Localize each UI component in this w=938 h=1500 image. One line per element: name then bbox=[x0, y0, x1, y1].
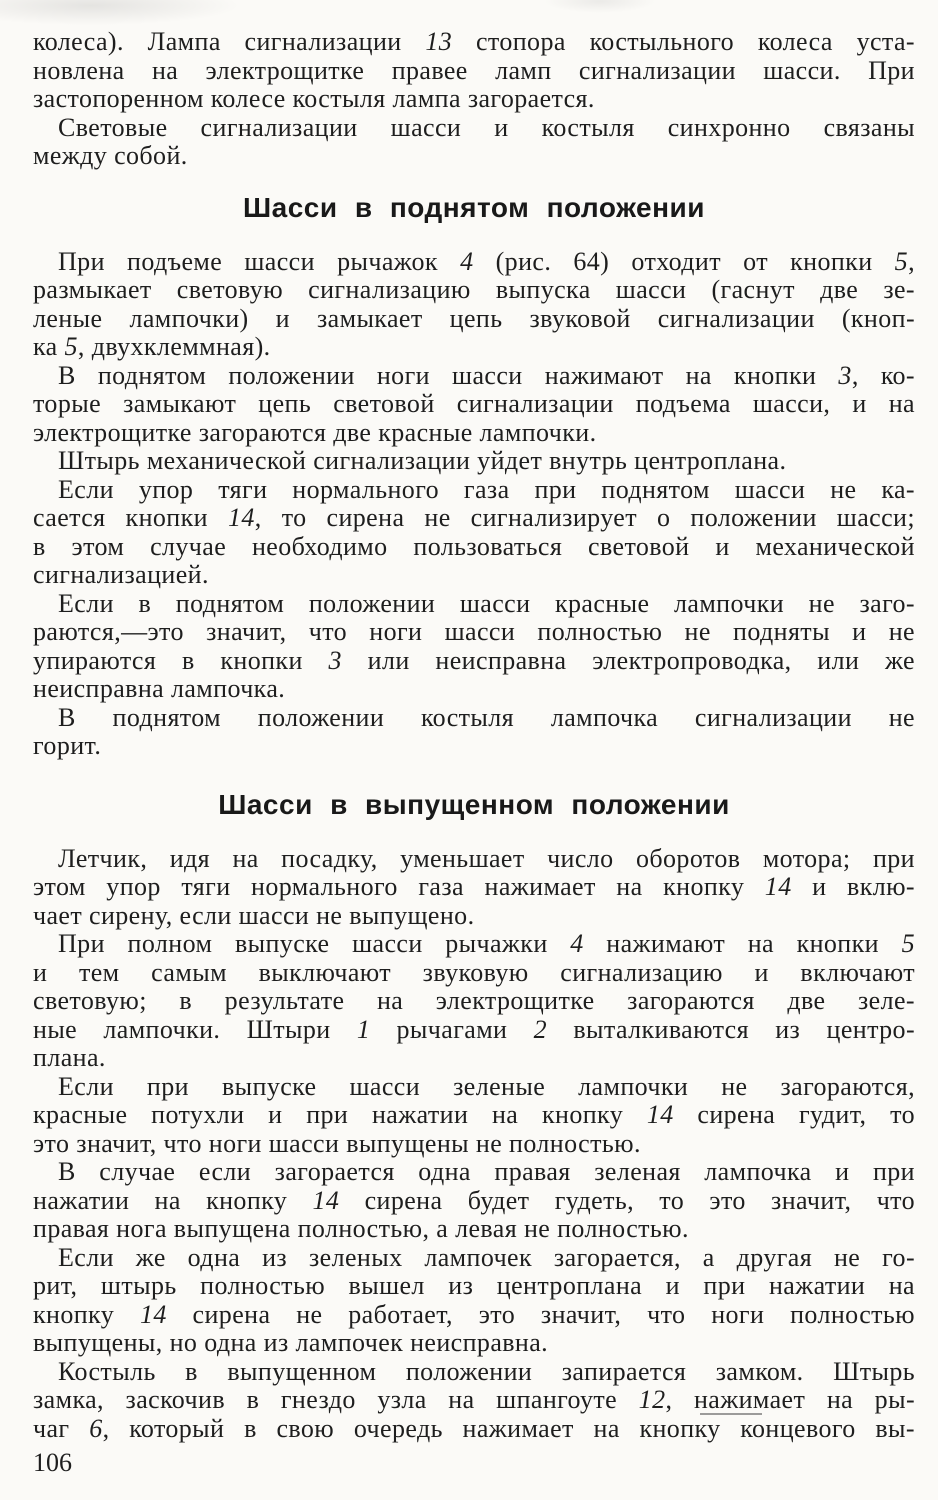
text-run: упираются в кнопки bbox=[33, 646, 329, 675]
figure-reference-number: 5 bbox=[894, 247, 909, 276]
text-run: В поднятом положении ноги шасси нажимают на кнопки bbox=[58, 361, 839, 390]
figure-reference-number: 4 bbox=[570, 930, 584, 958]
figure-reference-number: 5 bbox=[901, 930, 915, 958]
text-run: световую; в результате на электрощитке загораются две зеле- bbox=[33, 987, 915, 1015]
figure-reference-number: 3 bbox=[838, 361, 852, 390]
text-line bbox=[33, 419, 915, 448]
text-run: леные лампочки) и замыкает цепь звуковой сигнализации (кноп- bbox=[33, 304, 915, 333]
text-line bbox=[33, 1272, 915, 1301]
text-line bbox=[33, 333, 915, 362]
text-run: При полном выпуске шасси рычажки bbox=[58, 930, 571, 958]
text-line bbox=[33, 1301, 915, 1330]
text-line bbox=[33, 1215, 915, 1244]
text-line bbox=[33, 1130, 915, 1159]
text-line bbox=[33, 533, 915, 562]
text-run: В случае если загорается одна правая зеленая лампочка и при bbox=[58, 1158, 915, 1186]
text-line bbox=[33, 305, 915, 334]
text-line bbox=[33, 987, 915, 1016]
text-run: это значит, что ноги шасси выпущены не полностью. bbox=[33, 1129, 641, 1158]
text-run: сигнализацией. bbox=[33, 561, 209, 589]
figure-reference-number: 1 bbox=[356, 1015, 371, 1044]
text-line bbox=[33, 390, 915, 419]
text-run: горит. bbox=[33, 732, 102, 760]
figure-reference-number: 6 bbox=[89, 1414, 103, 1443]
figure-reference-number: 13 bbox=[425, 28, 453, 56]
text-run: , bbox=[908, 247, 915, 276]
text-run: нажатии на кнопку bbox=[33, 1186, 313, 1215]
text-line bbox=[33, 647, 915, 676]
scan-noise-artifact bbox=[0, 0, 260, 28]
figure-reference-number: 14 bbox=[646, 1101, 674, 1129]
page-number: 106 bbox=[33, 1448, 72, 1477]
scan-artifact-line bbox=[700, 1413, 762, 1415]
text-run: Если при выпуске шасси зеленые лампочки не загораются, bbox=[58, 1072, 915, 1101]
paragraph bbox=[33, 476, 915, 590]
paragraph bbox=[33, 114, 915, 171]
text-run: правая нога выпущена полностью, а левая не полностью. bbox=[33, 1215, 689, 1243]
text-run: , ко- bbox=[851, 361, 915, 390]
text-line bbox=[33, 1386, 915, 1415]
text-run: красные потухли и при нажатии на кнопку bbox=[33, 1101, 647, 1129]
paragraph bbox=[33, 930, 915, 1073]
figure-reference-number: 14 bbox=[764, 873, 792, 901]
figure-reference-number: 4 bbox=[460, 247, 474, 276]
text-run: , то сирена не сигнализирует о положении шасси; bbox=[254, 504, 915, 532]
text-run: ка bbox=[33, 333, 65, 361]
text-line bbox=[33, 1073, 915, 1102]
text-run: или неисправна электропроводка, или же bbox=[341, 646, 915, 675]
figure-reference-number: 3 bbox=[328, 646, 342, 675]
text-run: застопоренном колесе костыля лампа загорается. bbox=[33, 85, 595, 113]
paragraph bbox=[33, 362, 915, 448]
text-line bbox=[33, 873, 915, 902]
text-line bbox=[33, 57, 915, 86]
text-run: колеса). Лампа сигнализации bbox=[33, 28, 426, 56]
text-run: раются,—это значит, что ноги шасси полностью не подняты и не bbox=[33, 618, 915, 646]
text-line bbox=[33, 504, 915, 533]
scan-noise-artifact bbox=[540, 0, 660, 14]
paragraph bbox=[33, 1358, 915, 1444]
text-run: В поднятом положении костыля лампочка сигнализации не bbox=[58, 703, 915, 732]
text-run: чаг bbox=[33, 1414, 90, 1443]
text-run: , который в свою очередь нажимает на кнопку концевого вы- bbox=[102, 1414, 915, 1443]
text-line bbox=[33, 114, 915, 143]
text-line bbox=[33, 732, 915, 761]
figure-reference-number: 5 bbox=[64, 333, 78, 361]
section-heading: Шасси в выпущенном положении bbox=[218, 788, 730, 820]
text-run: Штырь механической сигнализации уйдет внутрь центроплана. bbox=[58, 447, 787, 475]
paragraph bbox=[33, 845, 915, 931]
text-run: размыкает световую сигнализацию выпуска шасси (гаснут две зе- bbox=[33, 276, 915, 304]
text-line bbox=[33, 85, 915, 114]
text-run: новлена на электрощитке правее ламп сигнализации шасси. При bbox=[33, 56, 915, 85]
text-line bbox=[33, 930, 915, 959]
figure-reference-number: 14 bbox=[139, 1300, 167, 1329]
section-heading: Шасси в поднятом положении bbox=[243, 191, 705, 223]
text-line bbox=[33, 142, 915, 171]
text-run: стопора костыльного колеса уста- bbox=[452, 28, 915, 56]
text-run: выпущены, но одна из лампочек неисправна. bbox=[33, 1329, 549, 1357]
text-run: нажимают на кнопки bbox=[583, 930, 902, 958]
paragraph bbox=[33, 1073, 915, 1159]
text-run: сирена будет гудеть, то это значит, что bbox=[339, 1186, 915, 1215]
text-run: сирена гудит, то bbox=[673, 1101, 915, 1129]
text-run: этом упор тяги нормального газа нажимает на кнопку bbox=[33, 873, 765, 901]
text-run: Световые сигнализации шасси и костыля синхронно связаны bbox=[58, 113, 915, 142]
text-run: Летчик, идя на посадку, уменьшает число оборотов мотора; при bbox=[58, 844, 915, 873]
text-run: , нажимает на ры- bbox=[665, 1386, 915, 1414]
text-run: Если в поднятом положении шасси красные лампочки не заго- bbox=[58, 589, 915, 618]
text-run: кнопку bbox=[33, 1300, 140, 1329]
text-line bbox=[33, 362, 915, 391]
text-line bbox=[33, 28, 915, 57]
paragraph bbox=[33, 28, 915, 114]
text-run: электрощитке загораются две красные лампочки. bbox=[33, 418, 597, 447]
text-line bbox=[33, 447, 915, 476]
figure-reference-number: 2 bbox=[533, 1015, 548, 1044]
paragraph bbox=[33, 1244, 915, 1358]
text-run: , двухклеммная). bbox=[77, 333, 271, 361]
text-run: торые замыкают цепь световой сигнализации подъема шасси, и на bbox=[33, 390, 915, 418]
text-line bbox=[33, 704, 915, 733]
text-run: рычагами bbox=[370, 1015, 534, 1044]
text-run: (рис. 64) отходит от кнопки bbox=[473, 247, 895, 276]
text-run: сается кнопки bbox=[33, 504, 228, 532]
text-run: и вклю- bbox=[791, 873, 915, 901]
text-run: Если же одна из зеленых лампочек загорается, а другая не го- bbox=[58, 1243, 915, 1272]
text-line bbox=[33, 1358, 915, 1387]
text-line bbox=[33, 1158, 915, 1187]
text-line bbox=[33, 845, 915, 874]
text-column bbox=[33, 28, 915, 1478]
text-run: При подъеме шасси рычажок bbox=[58, 247, 461, 276]
text-line bbox=[33, 1415, 915, 1444]
text-run: выталкиваются из центро- bbox=[547, 1015, 915, 1044]
text-run: Костыль в выпущенном положении запирается замком. Штырь bbox=[58, 1357, 915, 1386]
text-run: в этом случае необходимо пользоваться световой и механической bbox=[33, 532, 915, 561]
text-line bbox=[33, 1101, 915, 1130]
text-line bbox=[33, 902, 915, 931]
text-line bbox=[33, 590, 915, 619]
text-line bbox=[33, 675, 915, 704]
paragraph bbox=[33, 1158, 915, 1244]
text-run: плана. bbox=[33, 1044, 106, 1072]
text-line bbox=[33, 1044, 915, 1073]
text-run: неисправна лампочка. bbox=[33, 675, 286, 703]
text-run: Если упор тяги нормального газа при поднятом шасси не ка- bbox=[58, 475, 915, 504]
text-line bbox=[33, 1187, 915, 1216]
paragraph bbox=[33, 704, 915, 761]
figure-reference-number: 14 bbox=[312, 1186, 340, 1215]
text-line bbox=[33, 959, 915, 988]
text-line bbox=[33, 476, 915, 505]
figure-reference-number: 12 bbox=[638, 1386, 666, 1414]
text-line bbox=[33, 1329, 915, 1358]
text-run: замка, заскочив в гнездо узла на шпангоуте bbox=[33, 1386, 639, 1414]
text-run: ные лампочки. Штыри bbox=[33, 1015, 357, 1044]
figure-reference-number: 14 bbox=[227, 504, 255, 532]
text-line bbox=[33, 1244, 915, 1273]
text-run: и тем самым выключают звуковую сигнализацию и включают bbox=[33, 958, 915, 987]
text-run: чает сирену, если шасси не выпущено. bbox=[33, 901, 475, 930]
paragraph bbox=[33, 590, 915, 704]
text-run: между собой. bbox=[33, 142, 188, 170]
text-line bbox=[33, 561, 915, 590]
text-line bbox=[33, 276, 915, 305]
paragraph bbox=[33, 248, 915, 362]
paragraph bbox=[33, 447, 915, 476]
text-run: сирена не работает, это значит, что ноги полностью bbox=[166, 1300, 915, 1329]
text-line bbox=[33, 1016, 915, 1045]
text-run: рит, штырь полностью вышел из центроплана и при нажатии на bbox=[33, 1272, 915, 1300]
text-line bbox=[33, 248, 915, 277]
text-line bbox=[33, 618, 915, 647]
